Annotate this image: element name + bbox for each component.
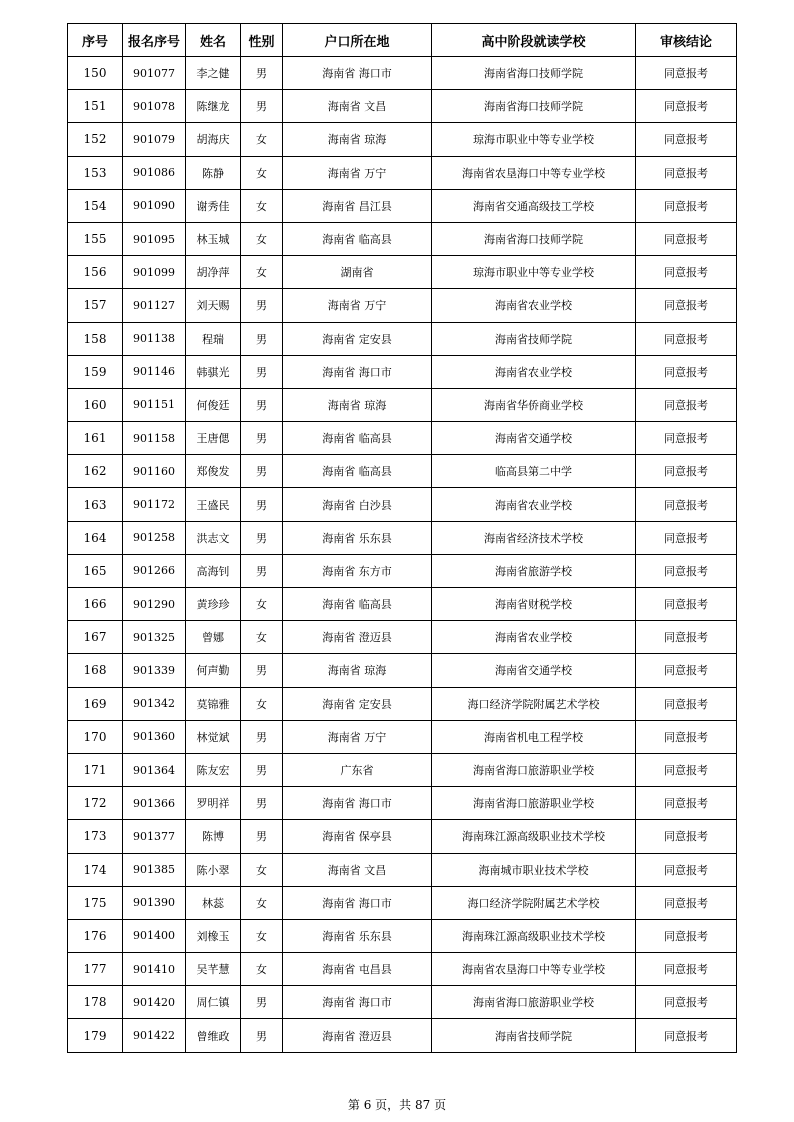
cell-household-location: 海南省 万宁 <box>283 289 432 322</box>
table-row <box>68 355 737 388</box>
cell-high-school: 海南省农业学校 <box>432 289 636 322</box>
cell-household-location: 海南省 定安县 <box>283 687 432 720</box>
table-row <box>68 256 737 289</box>
table-row <box>68 1019 737 1052</box>
cell-household-location: 海南省 海口市 <box>283 787 432 820</box>
cell-registration-number: 901158 <box>123 422 186 455</box>
column-header-household-location: 户口所在地 <box>283 24 432 57</box>
cell-high-school: 海南省技师学院 <box>432 322 636 355</box>
cell-review-result: 同意报考 <box>636 289 737 322</box>
cell-high-school: 海南省海口技师学院 <box>432 90 636 123</box>
cell-registration-number: 901258 <box>123 521 186 554</box>
cell-seq-number: 160 <box>68 388 123 421</box>
cell-review-result: 同意报考 <box>636 256 737 289</box>
cell-gender: 男 <box>241 455 283 488</box>
cell-registration-number: 901138 <box>123 322 186 355</box>
cell-household-location: 海南省 海口市 <box>283 57 432 90</box>
cell-name: 陈友宏 <box>186 753 241 786</box>
table-row <box>68 422 737 455</box>
cell-seq-number: 177 <box>68 953 123 986</box>
cell-seq-number: 157 <box>68 289 123 322</box>
cell-review-result: 同意报考 <box>636 588 737 621</box>
cell-gender: 女 <box>241 919 283 952</box>
cell-review-result: 同意报考 <box>636 90 737 123</box>
cell-high-school: 海南珠江源高级职业技术学校 <box>432 919 636 952</box>
cell-gender: 男 <box>241 654 283 687</box>
cell-high-school: 琼海市职业中等专业学校 <box>432 123 636 156</box>
table-row <box>68 521 737 554</box>
cell-review-result: 同意报考 <box>636 355 737 388</box>
cell-review-result: 同意报考 <box>636 422 737 455</box>
column-header-registration-number: 报名序号 <box>123 24 186 57</box>
table-row <box>68 123 737 156</box>
cell-review-result: 同意报考 <box>636 388 737 421</box>
cell-gender: 男 <box>241 422 283 455</box>
cell-household-location: 海南省 乐东县 <box>283 919 432 952</box>
cell-name: 林玉城 <box>186 222 241 255</box>
cell-seq-number: 176 <box>68 919 123 952</box>
table-row <box>68 820 737 853</box>
cell-registration-number: 901146 <box>123 355 186 388</box>
cell-household-location: 海南省 定安县 <box>283 322 432 355</box>
table-row <box>68 654 737 687</box>
cell-review-result: 同意报考 <box>636 820 737 853</box>
cell-registration-number: 901377 <box>123 820 186 853</box>
cell-gender: 男 <box>241 388 283 421</box>
cell-registration-number: 901390 <box>123 886 186 919</box>
column-header-review-result: 审核结论 <box>636 24 737 57</box>
cell-registration-number: 901290 <box>123 588 186 621</box>
cell-name: 莫锦雅 <box>186 687 241 720</box>
cell-seq-number: 155 <box>68 222 123 255</box>
cell-review-result: 同意报考 <box>636 687 737 720</box>
cell-name: 周仁镇 <box>186 986 241 1019</box>
table-row <box>68 455 737 488</box>
cell-seq-number: 150 <box>68 57 123 90</box>
cell-gender: 女 <box>241 687 283 720</box>
cell-review-result: 同意报考 <box>636 455 737 488</box>
cell-gender: 男 <box>241 753 283 786</box>
cell-high-school: 海南省农业学校 <box>432 488 636 521</box>
cell-gender: 女 <box>241 222 283 255</box>
cell-high-school: 琼海市职业中等专业学校 <box>432 256 636 289</box>
cell-name: 曾维政 <box>186 1019 241 1052</box>
cell-name: 陈静 <box>186 156 241 189</box>
cell-registration-number: 901095 <box>123 222 186 255</box>
cell-seq-number: 171 <box>68 753 123 786</box>
cell-household-location: 海南省 临高县 <box>283 588 432 621</box>
cell-high-school: 海南省海口技师学院 <box>432 222 636 255</box>
cell-seq-number: 175 <box>68 886 123 919</box>
cell-household-location: 海南省 临高县 <box>283 455 432 488</box>
table-row <box>68 322 737 355</box>
cell-gender: 男 <box>241 90 283 123</box>
cell-name: 郑俊发 <box>186 455 241 488</box>
cell-gender: 男 <box>241 57 283 90</box>
cell-seq-number: 168 <box>68 654 123 687</box>
cell-name: 刘天赐 <box>186 289 241 322</box>
cell-gender: 男 <box>241 820 283 853</box>
cell-gender: 女 <box>241 588 283 621</box>
cell-high-school: 海南省机电工程学校 <box>432 720 636 753</box>
cell-registration-number: 901420 <box>123 986 186 1019</box>
cell-registration-number: 901400 <box>123 919 186 952</box>
cell-registration-number: 901360 <box>123 720 186 753</box>
cell-high-school: 海南省交通学校 <box>432 654 636 687</box>
cell-registration-number: 901090 <box>123 189 186 222</box>
cell-high-school: 海南省海口旅游职业学校 <box>432 986 636 1019</box>
cell-registration-number: 901422 <box>123 1019 186 1052</box>
column-header-high-school: 高中阶段就读学校 <box>432 24 636 57</box>
cell-high-school: 海口经济学院附属艺术学校 <box>432 886 636 919</box>
cell-name: 林蕊 <box>186 886 241 919</box>
cell-registration-number: 901086 <box>123 156 186 189</box>
cell-gender: 男 <box>241 554 283 587</box>
cell-name: 陈继龙 <box>186 90 241 123</box>
cell-registration-number: 901342 <box>123 687 186 720</box>
cell-review-result: 同意报考 <box>636 886 737 919</box>
cell-high-school: 海南省海口旅游职业学校 <box>432 753 636 786</box>
cell-gender: 男 <box>241 488 283 521</box>
cell-high-school: 海南珠江源高级职业技术学校 <box>432 820 636 853</box>
cell-high-school: 海南省海口旅游职业学校 <box>432 787 636 820</box>
cell-household-location: 海南省 万宁 <box>283 720 432 753</box>
cell-name: 胡海庆 <box>186 123 241 156</box>
cell-high-school: 海南省农业学校 <box>432 355 636 388</box>
cell-household-location: 海南省 昌江县 <box>283 189 432 222</box>
cell-review-result: 同意报考 <box>636 919 737 952</box>
cell-review-result: 同意报考 <box>636 720 737 753</box>
cell-name: 高海钊 <box>186 554 241 587</box>
cell-household-location: 海南省 临高县 <box>283 222 432 255</box>
cell-review-result: 同意报考 <box>636 222 737 255</box>
cell-name: 程瑞 <box>186 322 241 355</box>
cell-name: 王唐偲 <box>186 422 241 455</box>
cell-name: 王盛民 <box>186 488 241 521</box>
cell-gender: 男 <box>241 322 283 355</box>
cell-high-school: 海南省海口技师学院 <box>432 57 636 90</box>
cell-household-location: 海南省 澄迈县 <box>283 1019 432 1052</box>
cell-seq-number: 179 <box>68 1019 123 1052</box>
cell-gender: 女 <box>241 621 283 654</box>
cell-review-result: 同意报考 <box>636 1019 737 1052</box>
table-row <box>68 156 737 189</box>
cell-household-location: 海南省 澄迈县 <box>283 621 432 654</box>
cell-registration-number: 901172 <box>123 488 186 521</box>
cell-registration-number: 901151 <box>123 388 186 421</box>
cell-review-result: 同意报考 <box>636 787 737 820</box>
cell-high-school: 海南省交通高级技工学校 <box>432 189 636 222</box>
cell-review-result: 同意报考 <box>636 322 737 355</box>
cell-seq-number: 164 <box>68 521 123 554</box>
cell-registration-number: 901266 <box>123 554 186 587</box>
cell-seq-number: 158 <box>68 322 123 355</box>
cell-registration-number: 901364 <box>123 753 186 786</box>
cell-review-result: 同意报考 <box>636 57 737 90</box>
cell-registration-number: 901077 <box>123 57 186 90</box>
cell-registration-number: 901366 <box>123 787 186 820</box>
cell-review-result: 同意报考 <box>636 986 737 1019</box>
cell-household-location: 海南省 琼海 <box>283 388 432 421</box>
cell-gender: 女 <box>241 886 283 919</box>
cell-review-result: 同意报考 <box>636 621 737 654</box>
cell-seq-number: 156 <box>68 256 123 289</box>
table-row <box>68 720 737 753</box>
cell-seq-number: 170 <box>68 720 123 753</box>
cell-seq-number: 163 <box>68 488 123 521</box>
table-row <box>68 588 737 621</box>
cell-gender: 女 <box>241 953 283 986</box>
cell-high-school: 海南省农垦海口中等专业学校 <box>432 953 636 986</box>
cell-registration-number: 901160 <box>123 455 186 488</box>
cell-registration-number: 901339 <box>123 654 186 687</box>
table-row <box>68 753 737 786</box>
cell-gender: 男 <box>241 1019 283 1052</box>
cell-gender: 男 <box>241 986 283 1019</box>
cell-seq-number: 151 <box>68 90 123 123</box>
column-header-seq-number: 序号 <box>68 24 123 57</box>
cell-household-location: 海南省 文昌 <box>283 90 432 123</box>
cell-household-location: 海南省 琼海 <box>283 654 432 687</box>
cell-high-school: 海南城市职业技术学校 <box>432 853 636 886</box>
cell-seq-number: 174 <box>68 853 123 886</box>
cell-name: 林觉斌 <box>186 720 241 753</box>
cell-seq-number: 152 <box>68 123 123 156</box>
table-row <box>68 986 737 1019</box>
cell-seq-number: 165 <box>68 554 123 587</box>
cell-seq-number: 178 <box>68 986 123 1019</box>
cell-seq-number: 166 <box>68 588 123 621</box>
cell-registration-number: 901079 <box>123 123 186 156</box>
cell-household-location: 海南省 乐东县 <box>283 521 432 554</box>
cell-name: 黄珍珍 <box>186 588 241 621</box>
table-row <box>68 57 737 90</box>
table-row <box>68 953 737 986</box>
cell-high-school: 海南省旅游学校 <box>432 554 636 587</box>
table-row <box>68 621 737 654</box>
cell-review-result: 同意报考 <box>636 753 737 786</box>
cell-gender: 女 <box>241 189 283 222</box>
cell-high-school: 海南省华侨商业学校 <box>432 388 636 421</box>
cell-seq-number: 162 <box>68 455 123 488</box>
cell-name: 曾娜 <box>186 621 241 654</box>
table-row <box>68 289 737 322</box>
cell-seq-number: 154 <box>68 189 123 222</box>
cell-high-school: 海南省经济技术学校 <box>432 521 636 554</box>
table-header-row <box>68 24 737 57</box>
cell-household-location: 湖南省 <box>283 256 432 289</box>
cell-name: 罗明祥 <box>186 787 241 820</box>
table-row <box>68 488 737 521</box>
cell-gender: 女 <box>241 256 283 289</box>
cell-registration-number: 901078 <box>123 90 186 123</box>
cell-review-result: 同意报考 <box>636 554 737 587</box>
cell-gender: 男 <box>241 720 283 753</box>
cell-name: 谢秀佳 <box>186 189 241 222</box>
cell-household-location: 海南省 琼海 <box>283 123 432 156</box>
cell-review-result: 同意报考 <box>636 953 737 986</box>
cell-seq-number: 159 <box>68 355 123 388</box>
cell-seq-number: 172 <box>68 787 123 820</box>
cell-high-school: 海南省交通学校 <box>432 422 636 455</box>
table-row <box>68 90 737 123</box>
table-row <box>68 853 737 886</box>
cell-gender: 男 <box>241 521 283 554</box>
cell-high-school: 临高县第二中学 <box>432 455 636 488</box>
cell-high-school: 海南省技师学院 <box>432 1019 636 1052</box>
table-row <box>68 787 737 820</box>
cell-household-location: 海南省 海口市 <box>283 886 432 919</box>
cell-name: 李之健 <box>186 57 241 90</box>
cell-household-location: 海南省 海口市 <box>283 986 432 1019</box>
cell-name: 何俊廷 <box>186 388 241 421</box>
column-header-name: 姓名 <box>186 24 241 57</box>
cell-household-location: 海南省 临高县 <box>283 422 432 455</box>
cell-household-location: 海南省 万宁 <box>283 156 432 189</box>
cell-review-result: 同意报考 <box>636 853 737 886</box>
table-row <box>68 189 737 222</box>
cell-household-location: 海南省 海口市 <box>283 355 432 388</box>
cell-registration-number: 901385 <box>123 853 186 886</box>
cell-gender: 男 <box>241 289 283 322</box>
cell-high-school: 海南省财税学校 <box>432 588 636 621</box>
cell-seq-number: 161 <box>68 422 123 455</box>
cell-review-result: 同意报考 <box>636 521 737 554</box>
cell-household-location: 海南省 保亭县 <box>283 820 432 853</box>
cell-name: 韩骐光 <box>186 355 241 388</box>
table-row <box>68 687 737 720</box>
cell-name: 吴芊慧 <box>186 953 241 986</box>
cell-review-result: 同意报考 <box>636 654 737 687</box>
cell-name: 刘橡玉 <box>186 919 241 952</box>
table-body <box>68 57 737 1053</box>
cell-gender: 男 <box>241 787 283 820</box>
cell-high-school: 海南省农垦海口中等专业学校 <box>432 156 636 189</box>
cell-registration-number: 901127 <box>123 289 186 322</box>
cell-high-school: 海南省农业学校 <box>432 621 636 654</box>
table-row <box>68 886 737 919</box>
cell-gender: 女 <box>241 156 283 189</box>
cell-gender: 女 <box>241 853 283 886</box>
cell-registration-number: 901410 <box>123 953 186 986</box>
cell-name: 洪志文 <box>186 521 241 554</box>
cell-high-school: 海口经济学院附属艺术学校 <box>432 687 636 720</box>
cell-seq-number: 167 <box>68 621 123 654</box>
column-header-gender: 性别 <box>241 24 283 57</box>
cell-registration-number: 901325 <box>123 621 186 654</box>
cell-registration-number: 901099 <box>123 256 186 289</box>
cell-review-result: 同意报考 <box>636 488 737 521</box>
cell-name: 胡净萍 <box>186 256 241 289</box>
cell-household-location: 海南省 白沙县 <box>283 488 432 521</box>
page-number-footer: 第 6 页，共 87 页 <box>347 1098 447 1112</box>
table-row <box>68 388 737 421</box>
cell-seq-number: 153 <box>68 156 123 189</box>
cell-name: 陈小翠 <box>186 853 241 886</box>
cell-review-result: 同意报考 <box>636 156 737 189</box>
table-row <box>68 554 737 587</box>
cell-seq-number: 173 <box>68 820 123 853</box>
cell-seq-number: 169 <box>68 687 123 720</box>
cell-gender: 男 <box>241 355 283 388</box>
cell-household-location: 海南省 东方市 <box>283 554 432 587</box>
cell-name: 何声勤 <box>186 654 241 687</box>
cell-review-result: 同意报考 <box>636 123 737 156</box>
cell-household-location: 海南省 文昌 <box>283 853 432 886</box>
cell-gender: 女 <box>241 123 283 156</box>
table-row <box>68 222 737 255</box>
cell-review-result: 同意报考 <box>636 189 737 222</box>
cell-name: 陈博 <box>186 820 241 853</box>
table-row <box>68 919 737 952</box>
cell-household-location: 广东省 <box>283 753 432 786</box>
cell-household-location: 海南省 屯昌县 <box>283 953 432 986</box>
applicant-review-table <box>67 23 737 1053</box>
